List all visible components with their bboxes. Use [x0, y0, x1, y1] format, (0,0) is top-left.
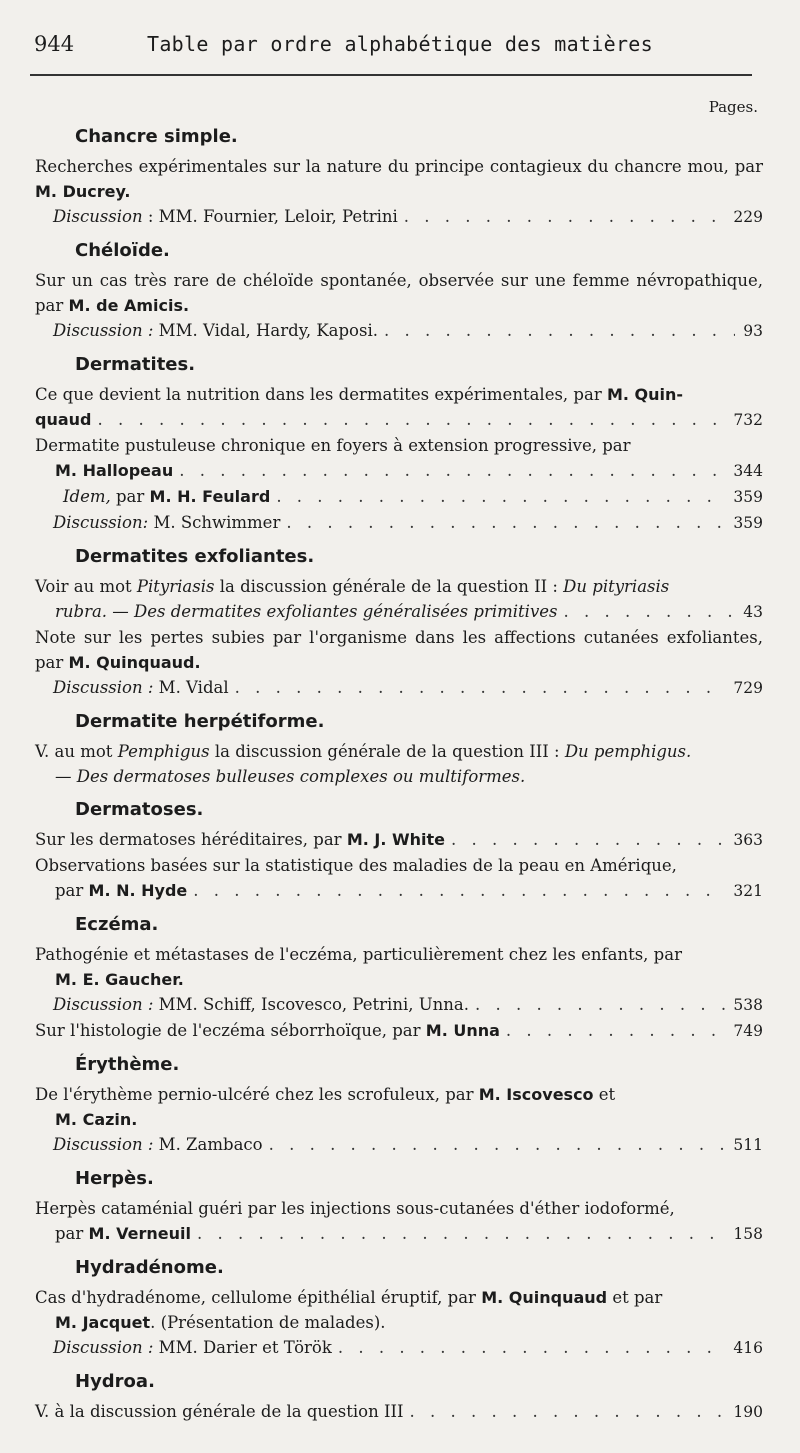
- entry-author: M. E. Gaucher.: [55, 970, 184, 989]
- entry-subject-cont: rubra. — Des dermatites exfoliantes généralisées primitives: [55, 602, 558, 621]
- dot-leader: [197, 1221, 727, 1246]
- page-ref: 538: [733, 996, 763, 1014]
- page-ref: 43: [743, 603, 763, 621]
- discussion-names: MM. Darier et Török: [158, 1338, 332, 1357]
- index-entry: [35, 1082, 763, 1158]
- entry-title: Herpès cataménial guéri par les injections sous-cutanées d'éther iodoformé,: [35, 1199, 675, 1218]
- section-heading: Érythème.: [75, 1054, 180, 1075]
- section-heading: Dermatites exfoliantes.: [75, 546, 315, 567]
- entry-text: la discussion générale de la question III :: [214, 742, 560, 761]
- index-entry: [35, 1399, 763, 1425]
- section-heading: Dermatites.: [75, 354, 196, 375]
- entry-author: M. Cazin.: [55, 1110, 138, 1129]
- section-heading: Chéloïde.: [75, 240, 170, 261]
- index-section: [35, 709, 763, 789]
- index-entry: [35, 853, 763, 904]
- index-entry: [35, 625, 763, 701]
- page-ref: 321: [733, 882, 763, 900]
- index-section: [35, 352, 763, 536]
- dot-leader: [410, 1399, 728, 1424]
- dot-leader: [404, 204, 728, 229]
- entry-title: Ce que devient la nutrition dans les dermatites expérimentales, par: [35, 385, 602, 404]
- discussion-label: Discussion: [53, 207, 143, 226]
- index-entry: [35, 1018, 763, 1044]
- entry-text: Voir au mot: [35, 577, 132, 596]
- page-ref: 416: [733, 1339, 763, 1357]
- entry-title: Pathogénie et métastases de l'eczéma, particulièrement chez les enfants, par: [35, 945, 682, 964]
- dot-leader: [193, 878, 727, 903]
- dot-leader: [235, 675, 728, 700]
- entry-title: Sur les dermatoses héréditaires, par: [35, 830, 342, 849]
- page-ref: 359: [733, 514, 763, 532]
- entry-author: M. Ducrey.: [35, 182, 131, 201]
- index-section: [35, 797, 763, 904]
- discussion-label: Discussion :: [53, 321, 154, 340]
- entry-title: Dermatite pustuleuse chronique en foyers à extension progressive, par: [35, 436, 631, 455]
- header-rule: [30, 74, 752, 76]
- entry-subject: Du pityriasis: [563, 577, 670, 596]
- section-heading: Dermatite herpétiforme.: [75, 711, 325, 732]
- entry-subject: Du pemphigus.: [564, 742, 692, 761]
- discussion-label: Discussion :: [53, 678, 154, 697]
- entry-author: M. Quinquaud: [481, 1288, 608, 1307]
- index-entry: [35, 154, 763, 230]
- entry-text: la discussion générale de la question II :: [219, 577, 558, 596]
- par-word: par: [55, 881, 84, 900]
- entry-note: . (Présentation de malades).: [150, 1313, 386, 1332]
- dot-leader: [384, 318, 735, 343]
- index-entry: [35, 1285, 763, 1361]
- dot-leader: [269, 1132, 728, 1157]
- entry-term: Pemphigus: [117, 742, 210, 761]
- entry-title: Observations basées sur la statistique des maladies de la peau en Amérique,: [35, 856, 677, 875]
- section-heading: Hydradénome.: [75, 1257, 224, 1278]
- section-heading: Chancre simple.: [75, 126, 238, 147]
- dot-leader: [179, 458, 727, 483]
- entry-title: Sur un cas très rare de chéloïde spontanée, observée sur une femme névropathique, par: [35, 271, 763, 315]
- entry-author: M. N. Hyde: [88, 881, 188, 900]
- discussion-label: Discussion :: [53, 1338, 154, 1357]
- entry-subject-cont: — Des dermatoses bulleuses complexes ou multiformes.: [55, 767, 526, 786]
- entry-title: V. à la discussion générale de la question III: [35, 1402, 404, 1421]
- entry-author: M. Iscovesco: [478, 1085, 594, 1104]
- page-title: Table par ordre alphabétique des matières: [147, 32, 653, 56]
- dot-leader: [338, 1335, 728, 1360]
- index-section: [35, 1052, 763, 1158]
- dot-leader: [564, 599, 735, 624]
- index-section: [35, 1369, 763, 1425]
- dot-leader: [475, 992, 727, 1017]
- dot-leader: [286, 510, 727, 535]
- index-content: [35, 118, 763, 1433]
- et-word: et par: [612, 1288, 663, 1307]
- entry-author-cont: quaud: [35, 410, 92, 429]
- index-section: [35, 1166, 763, 1247]
- page-ref: 359: [733, 488, 763, 506]
- par-word: par: [55, 1224, 84, 1243]
- page-ref: 729: [733, 679, 763, 697]
- discussion-names: MM. Vidal, Hardy, Kaposi.: [158, 321, 378, 340]
- discussion-names: M. Schwimmer: [153, 513, 281, 532]
- index-entry: [35, 382, 763, 433]
- dot-leader: [506, 1018, 727, 1043]
- page-ref: 511: [733, 1136, 763, 1154]
- index-entry: [35, 827, 763, 853]
- entry-author: M. Verneuil: [88, 1224, 191, 1243]
- page-header: [30, 28, 770, 64]
- page-ref: 229: [733, 208, 763, 226]
- idem-label: Idem,: [63, 487, 111, 506]
- entry-author: M. Jacquet: [55, 1313, 151, 1332]
- entry-text: V. au mot: [35, 742, 113, 761]
- par-word: par: [116, 487, 145, 506]
- index-section: [35, 1255, 763, 1361]
- section-heading: Herpès.: [75, 1168, 154, 1189]
- section-heading: Hydroa.: [75, 1371, 155, 1392]
- discussion-names: MM. Schiff, Iscovesco, Petrini, Unna.: [158, 995, 469, 1014]
- entry-term: Pityriasis: [136, 577, 215, 596]
- entry-author: M. de Amicis.: [68, 296, 190, 315]
- index-entry: [35, 739, 763, 789]
- dot-leader: [276, 484, 727, 509]
- entry-author: M. J. White: [346, 830, 446, 849]
- discussion-label: Discussion:: [53, 513, 149, 532]
- index-entry: [35, 1196, 763, 1247]
- dot-leader: [97, 407, 727, 432]
- page-ref: 732: [733, 411, 763, 429]
- entry-author: M. Unna: [425, 1021, 500, 1040]
- entry-title: De l'érythème pernio-ulcéré chez les scrofuleux, par: [35, 1085, 474, 1104]
- page-ref: 190: [733, 1403, 763, 1421]
- discussion-label: Discussion :: [53, 995, 154, 1014]
- page-ref: 344: [733, 462, 763, 480]
- entry-title: Cas d'hydradénome, cellulome épithélial éruptif, par: [35, 1288, 476, 1307]
- entry-title: Note sur les pertes subies par l'organisme dans les affections cutanées exfoliantes, par: [35, 628, 763, 672]
- discussion-label: Discussion :: [53, 1135, 154, 1154]
- entry-author: M. Hallopeau: [55, 461, 174, 480]
- index-section: [35, 912, 763, 1044]
- index-entry: [35, 942, 763, 1018]
- page-ref: 749: [733, 1022, 763, 1040]
- entry-author: M. H. Feulard: [149, 487, 271, 506]
- discussion-names: M. Zambaco: [158, 1135, 263, 1154]
- index-entry: [35, 433, 763, 484]
- index-section: [35, 544, 763, 701]
- page-ref: 363: [733, 831, 763, 849]
- entry-title: Sur l'histologie de l'eczéma séborrhoïque, par: [35, 1021, 421, 1040]
- index-section: [35, 124, 763, 230]
- section-heading: Eczéma.: [75, 914, 159, 935]
- index-entry: [35, 574, 763, 625]
- page-number: 944: [34, 32, 75, 56]
- pages-column-label: Pages.: [708, 98, 758, 116]
- entry-author: M. Quinquaud.: [68, 653, 201, 672]
- discussion-names: : MM. Fournier, Leloir, Petrini: [147, 207, 398, 226]
- index-section: [35, 238, 763, 344]
- section-heading: Dermatoses.: [75, 799, 204, 820]
- dot-leader: [451, 827, 727, 852]
- entry-title: Recherches expérimentales sur la nature du principe contagieux du chancre mou, par: [35, 157, 763, 176]
- discussion-names: M. Vidal: [158, 678, 229, 697]
- entry-author: M. Quin-: [606, 385, 684, 404]
- page-ref: 93: [743, 322, 763, 340]
- page-ref: 158: [733, 1225, 763, 1243]
- index-entry: [35, 484, 763, 536]
- index-entry: [35, 268, 763, 344]
- et-word: et: [598, 1085, 616, 1104]
